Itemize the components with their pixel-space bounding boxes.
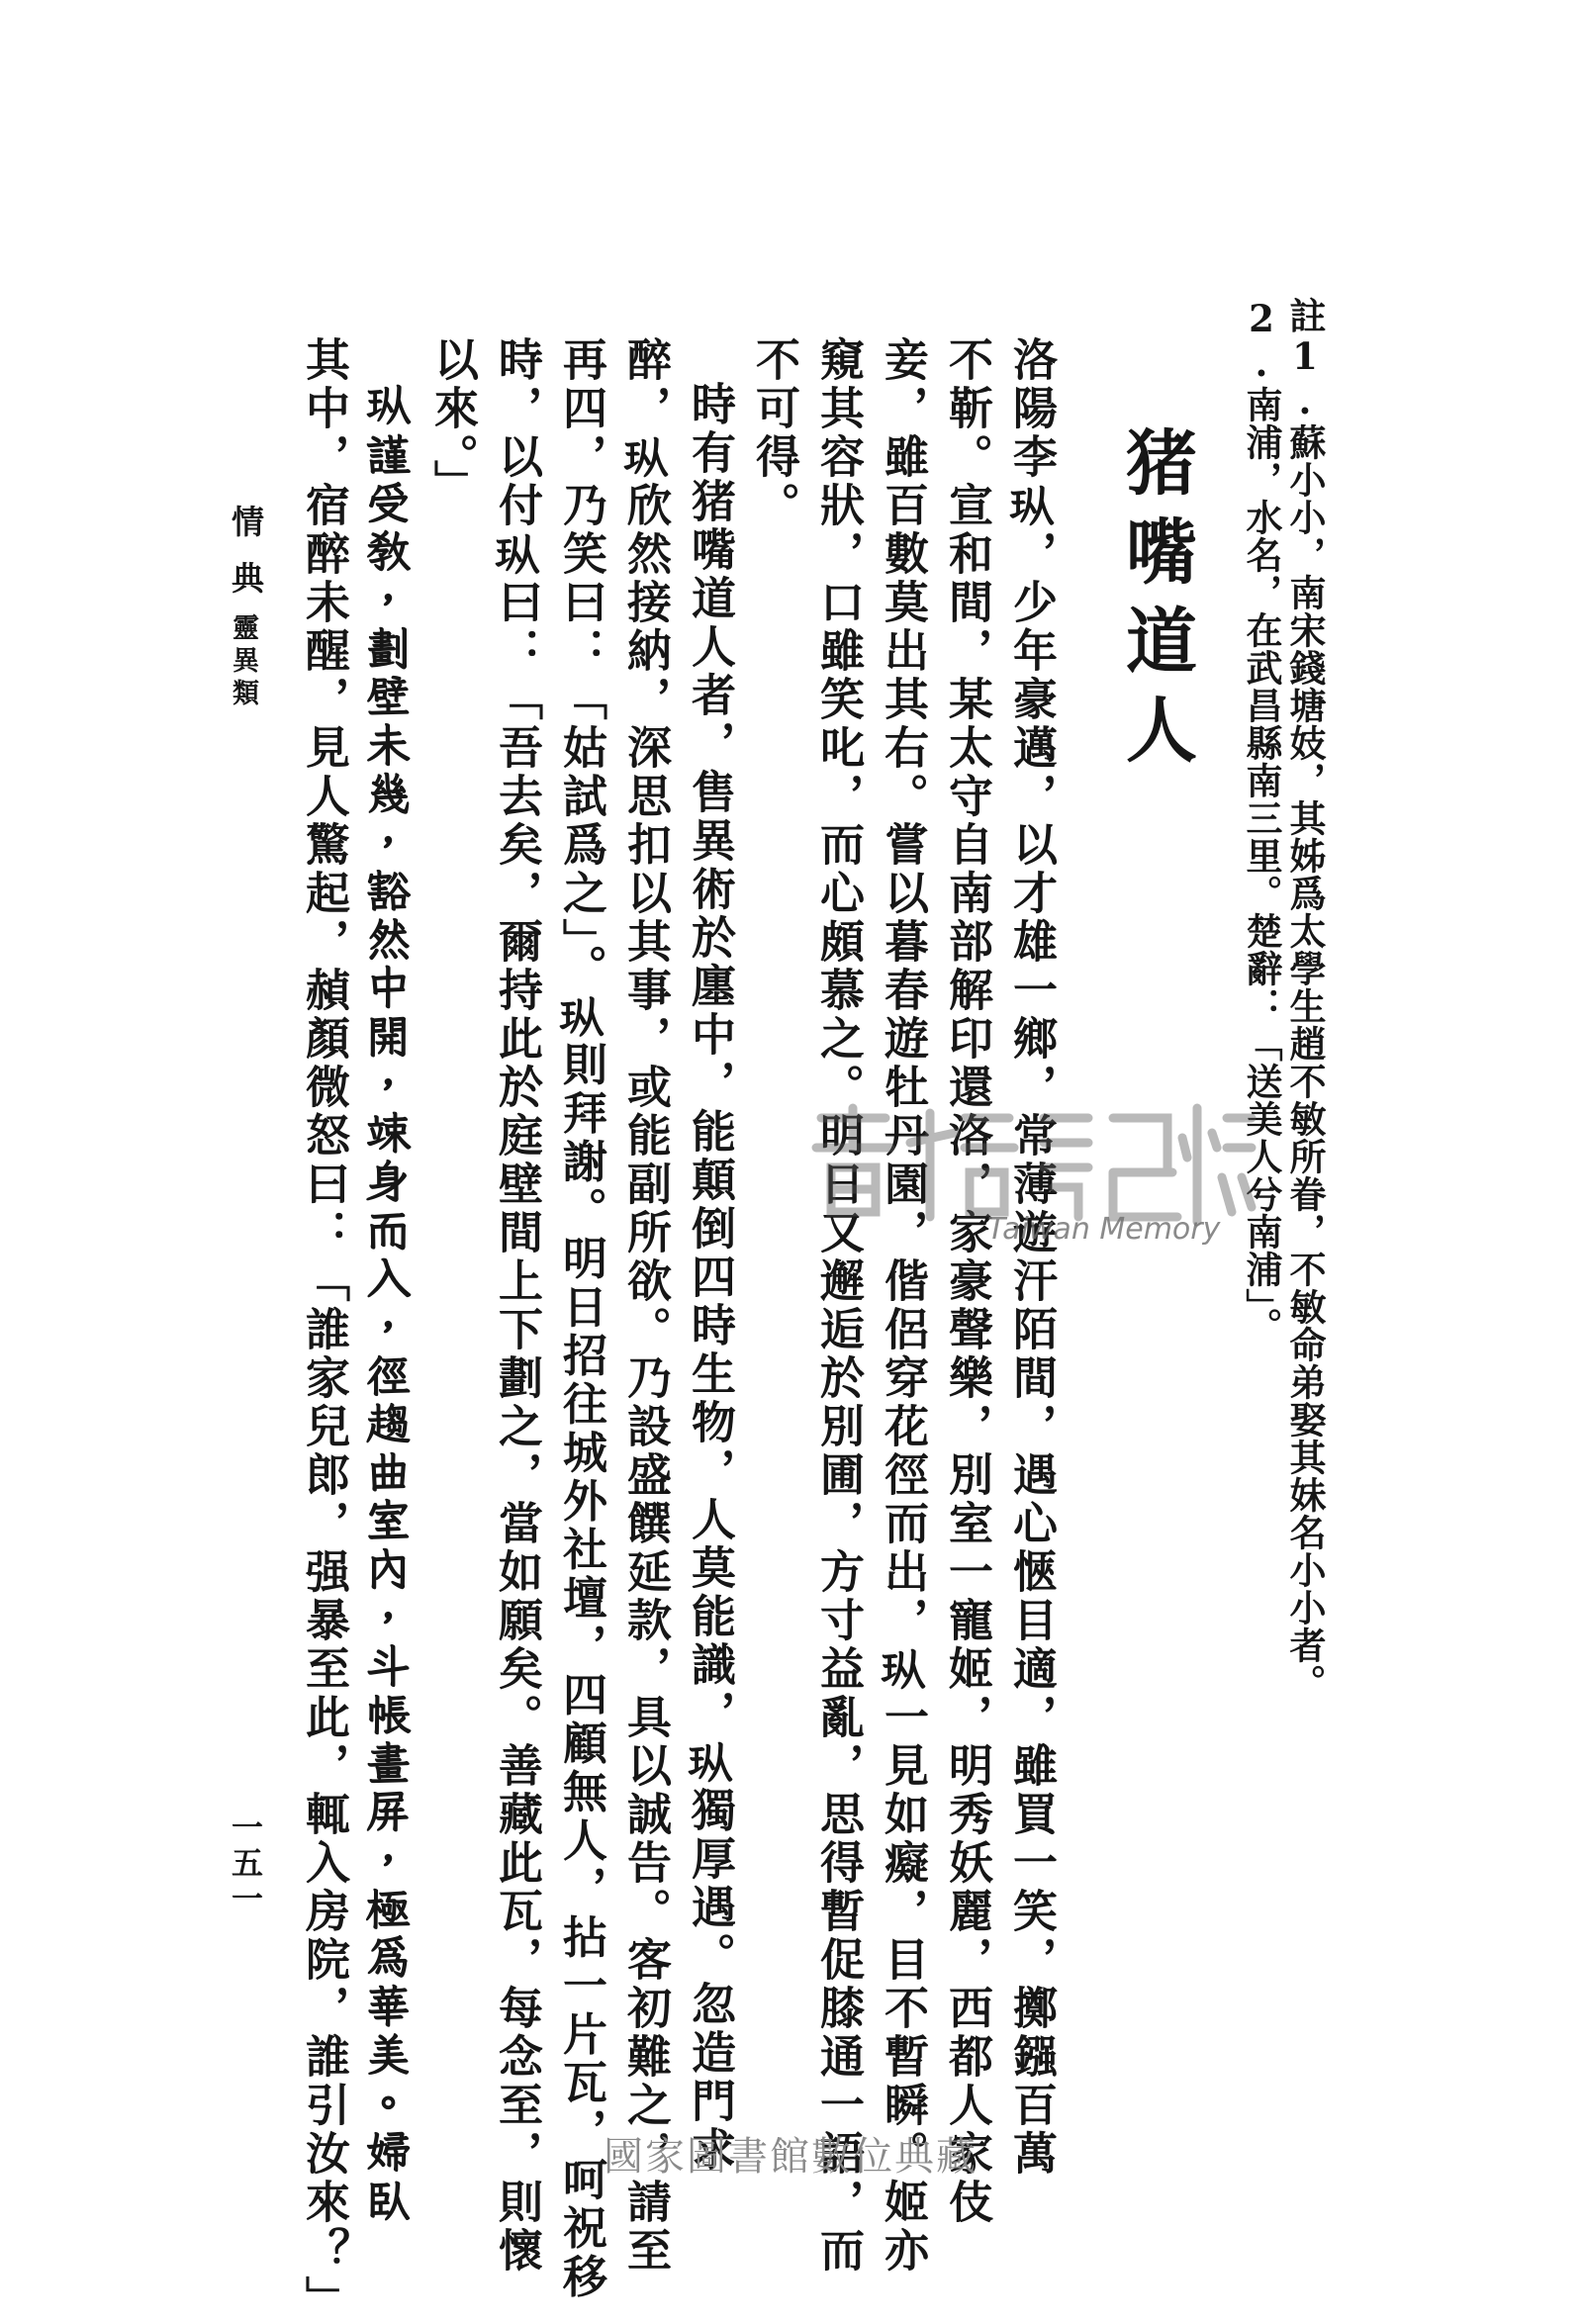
library-attribution: 國家圖書館數位典藏 [604,2134,978,2180]
body-column: 𪻐謹受教，劃壁未幾，豁然中開，竦身而入，徑趨曲室內，斗帳畫屏，極爲華美。婦臥 [362,381,415,2223]
annotation-note-1: 註1.蘇小小，南宋錢塘妓，其姊爲太學生趙不敏所眷，不敏命弟娶其妹名小小者。 [1283,297,1327,1702]
story-title: 猪嘴道人 [1114,425,1198,782]
body-column: 時，以付𪻐曰：「吾去矣，爾持此於庭壁間上下劃之，當如願矣。善藏此瓦，每念至，則懷 [491,336,543,2276]
body-column: 妾，雖百數莫出其右。嘗以暮春遊牡丹園，偕侶穿花徑而出，𪻐一見如癡，目不暫瞬。姬亦 [877,336,929,2276]
body-column: 不靳。宣和間，某太守自南部解印還洛，家豪聲樂，別室一寵姬，明秀妖麗，西都人家伎 [941,336,993,2227]
page-number: 一五一 [227,1811,264,1917]
body-column: 醉，𪻐欣然接納，深思扣以其事，或能副所欲。乃設盛饌延款，具以誠告。客初難之，請至 [619,336,672,2276]
running-footer-book: 情典 [227,505,265,617]
body-column: 時有猪嘴道人者，售異術於廛中，能顛倒四時生物，人莫能識，𪻐獨厚遇。忽造門求 [684,381,736,2175]
running-footer-category: 靈異類 [228,613,258,711]
annotation-note-2: 2.南浦，水名，在武昌縣南三里。楚辭：「送美人兮南浦」。 [1240,297,1283,1346]
body-column: 不可得。 [748,336,800,530]
watermark-english: Taiwan Memory [987,1212,1221,1247]
body-column: 再四，乃笑曰：「姑試爲之」。𪻐則拜謝。明日招往城外社壇，四顧無人，拈一片瓦，呵祝移 [555,336,607,2302]
body-column: 洛陽李𪻐，少年豪邁，以才雄一鄉，常薄遊汗陌間，遇心愜目適，雖買一笑，擲鏹百萬 [1005,336,1058,2179]
body-column: 以來。」 [426,336,479,509]
body-column: 窺其容狀，口雖笑叱，而心頗慕之。明日又邂逅於別圃，方寸益亂，思得暫促膝通一語，而 [812,336,865,2276]
body-column: 其中，宿醉未醒，見人驚起，赬顏微怒曰：「誰家兒郎，强暴至此，輒入房院，誰引汝來？」 [298,336,350,2324]
